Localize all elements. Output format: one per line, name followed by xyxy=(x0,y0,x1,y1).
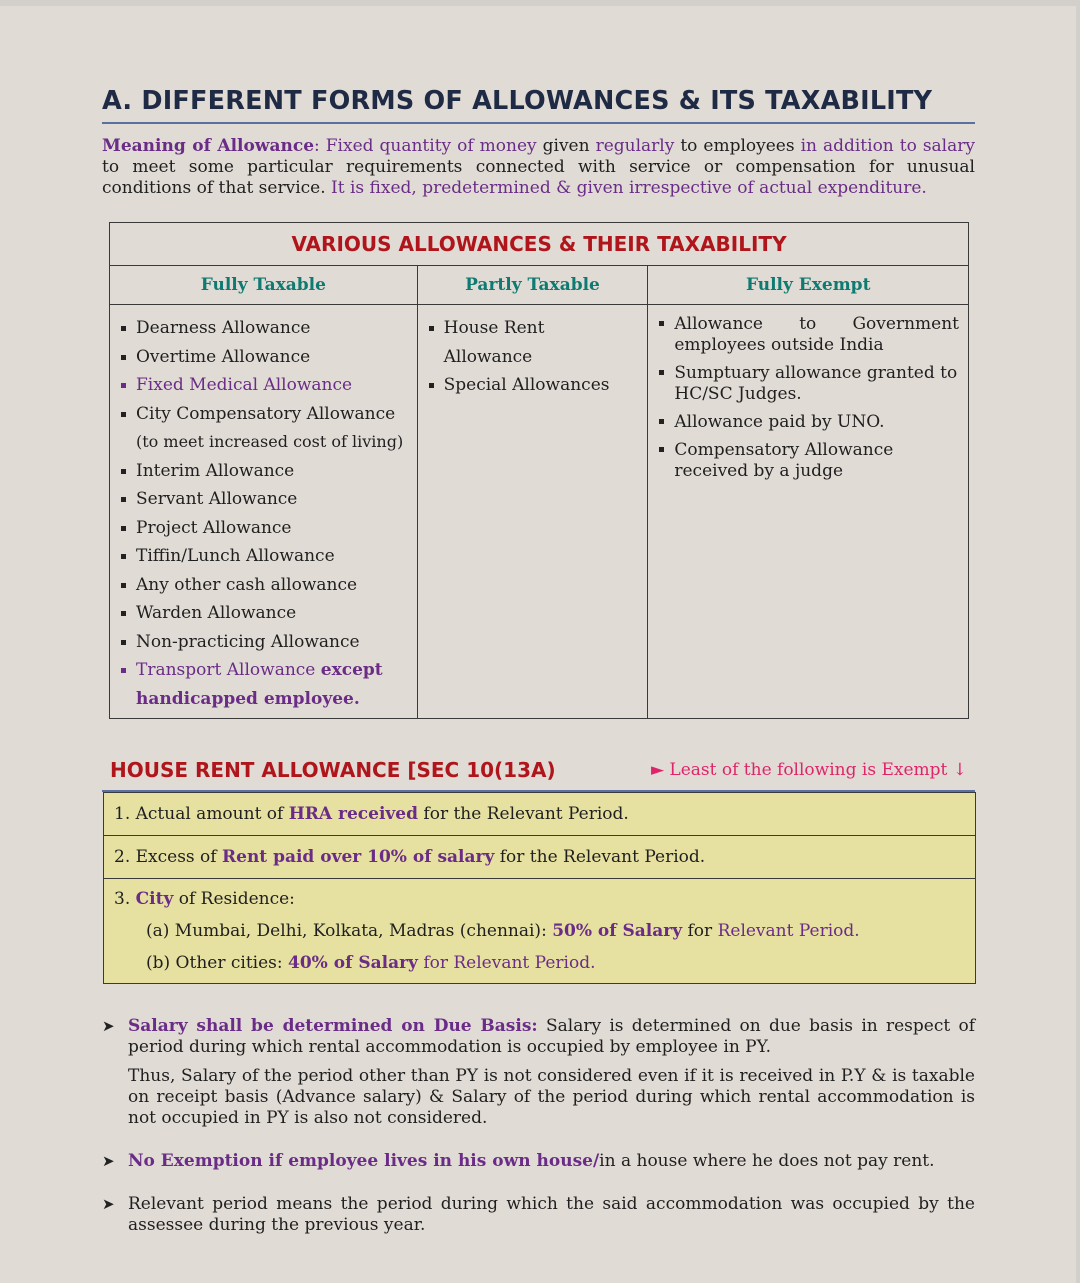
meaning-label: Meaning of Allowance xyxy=(102,136,315,156)
list-item: Servant Allowance xyxy=(121,485,408,514)
fully-taxable-cell xyxy=(110,305,418,719)
hra-note: ► Least of the following is Exempt ↓ xyxy=(650,760,967,780)
list-item: Interim Allowance xyxy=(121,457,408,486)
list-item: Project Allowance xyxy=(121,514,408,543)
list-item: Warden Allowance xyxy=(121,599,408,628)
header-fully-taxable: Fully Taxable xyxy=(110,266,418,305)
table-title: VARIOUS ALLOWANCES & THEIR TAXABILITY xyxy=(110,223,969,266)
list-item: Any other cash allowance xyxy=(121,571,408,600)
header-partly-taxable: Partly Taxable xyxy=(417,266,648,305)
hra-row: 1. Actual amount of HRA received for the Relevant Period. xyxy=(104,793,975,836)
note-own-house: ➤ No Exemption if employee lives in his own house/in a house where he does not pay rent. xyxy=(102,1151,935,1171)
notes-section xyxy=(102,1016,975,1236)
hra-sub-row: (a) Mumbai, Delhi, Kolkata, Madras (chennai): 50% of Salary for Relevant Period. xyxy=(146,921,860,941)
hra-conditions-box xyxy=(103,792,976,984)
list-item: Allowance paid by UNO. xyxy=(659,412,959,433)
list-item: Sumptuary allowance granted to HC/SC Judges. xyxy=(659,363,959,405)
list-item: Special Allowances xyxy=(429,371,639,400)
page-title: A. DIFFERENT FORMS OF ALLOWANCES & ITS TAXABILITY xyxy=(102,86,975,124)
hra-sub-row: (b) Other cities: 40% of Salary for Relevant Period. xyxy=(146,953,596,973)
list-item: Allowance to Government employees outside India xyxy=(659,314,959,356)
hra-heading xyxy=(102,756,975,792)
hra-row: 2. Excess of Rent paid over 10% of salary for the Relevant Period. xyxy=(104,836,975,879)
hra-row: 3. City of Residence: (a) Mumbai, Delhi, Kolkata, Madras (chennai): 50% of Salary for Relevant Period. (b) Other cities: 40% of Salary for Relevant Period. xyxy=(104,879,975,983)
hra-title: HOUSE RENT ALLOWANCE [SEC 10(13A) xyxy=(110,758,556,782)
arrow-bullet-icon: ➤ xyxy=(102,1195,115,1213)
list-item: Non-practicing Allowance xyxy=(121,628,408,657)
right-border xyxy=(1076,0,1080,1283)
note-due-basis: ➤ Salary shall be determined on Due Basis: Salary is determined on due basis in respect of period during which rental accommodation is occupied by employee in PY. Thus, Salary of the period other than PY is not considered even if it is received in P.Y & is taxable on receipt basis (Advance salary) & Salary of the period during which rental accommodation is not occupied in PY is also not considered. xyxy=(102,1016,976,1128)
list-item: Compensatory Allowance received by a judge xyxy=(659,440,959,482)
meaning-paragraph: Meaning of Allowance: Fixed quantity of money given regularly to employees in addition to salary to meet some particular requirements connected with service or compensation for unusual conditions of that service. It is fixed, predetermined & given irrespective of actual expenditure. xyxy=(102,136,975,198)
list-item: Transport Allowance except handicapped employee. xyxy=(121,656,408,713)
list-item: City Compensatory Allowance (to meet increased cost of living) xyxy=(121,400,408,457)
note-relevant-period: ➤ Relevant period means the period during which the said accommodation was occupied by the assessee during the previous year. xyxy=(102,1194,975,1235)
arrow-bullet-icon: ➤ xyxy=(102,1017,115,1035)
top-border xyxy=(0,0,1080,6)
list-item: Overtime Allowance xyxy=(121,343,408,372)
list-item: Dearness Allowance xyxy=(121,314,408,343)
list-item: Tiffin/Lunch Allowance xyxy=(121,542,408,571)
allowances-table xyxy=(109,222,969,719)
list-item: Fixed Medical Allowance xyxy=(121,371,408,400)
arrow-bullet-icon: ➤ xyxy=(102,1152,115,1170)
fully-exempt-cell xyxy=(648,305,969,719)
list-item: House Rent Allowance xyxy=(429,314,639,371)
partly-taxable-cell xyxy=(417,305,648,719)
header-fully-exempt: Fully Exempt xyxy=(648,266,969,305)
